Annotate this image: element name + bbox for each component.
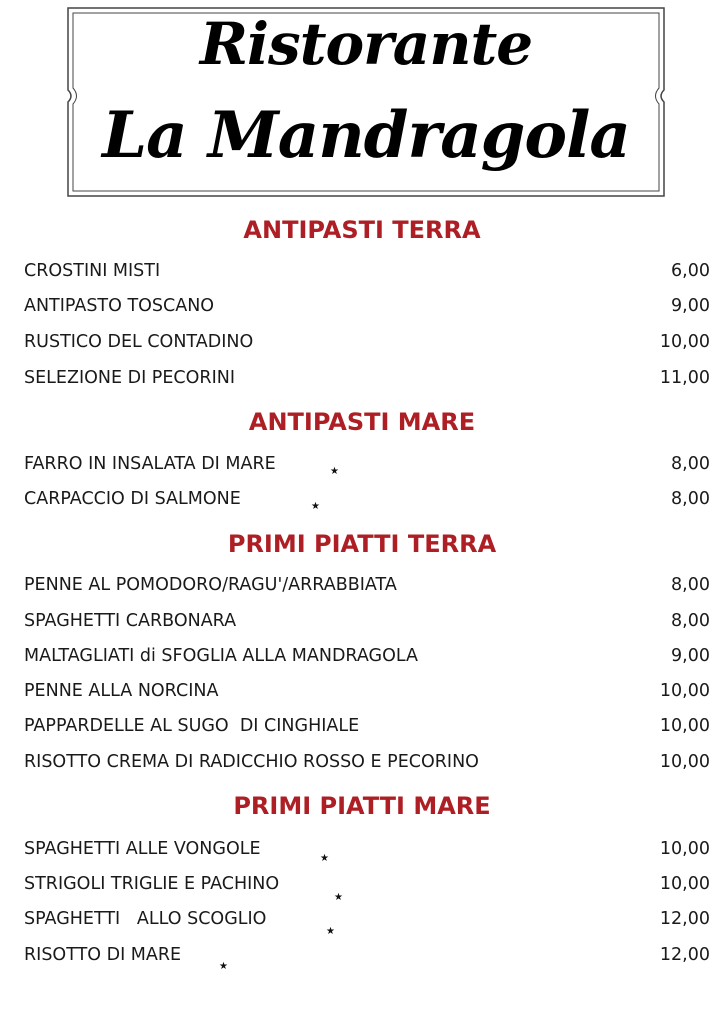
item-name: CROSTINI MISTI — [24, 261, 161, 281]
item-name: PAPPARDELLE AL SUGO DI CINGHIALE — [24, 716, 360, 736]
item-price: 9,00 — [671, 296, 710, 316]
item-name: PENNE ALLA NORCINA — [24, 681, 219, 701]
item-name: CARPACCIO DI SALMONE — [24, 489, 241, 509]
star-icon: ★ — [311, 501, 320, 512]
item-price: 12,00 — [659, 909, 710, 929]
star-icon: ★ — [334, 892, 343, 903]
section-title-antipasti-mare: ANTIPASTI MARE — [248, 408, 476, 436]
item-price: 10,00 — [659, 332, 710, 352]
star-icon: ★ — [326, 926, 335, 937]
star-icon: ★ — [320, 853, 329, 864]
item-price: 8,00 — [671, 575, 710, 595]
item-price: 12,00 — [659, 945, 710, 965]
item-name: MALTAGLIATI di SFOGLIA ALLA MANDRAGOLA — [24, 646, 419, 666]
item-name: SPAGHETTI CARBONARA — [24, 611, 237, 631]
menu-item — [24, 296, 710, 326]
item-name: RISOTTO CREMA DI RADICCHIO ROSSO E PECORINO — [24, 752, 479, 772]
item-price: 9,00 — [671, 646, 710, 666]
item-price: 10,00 — [659, 839, 710, 859]
item-price: 10,00 — [659, 752, 710, 772]
menu-item — [24, 368, 710, 398]
menu-item — [24, 752, 710, 782]
menu-item — [24, 332, 710, 362]
item-name: SELEZIONE DI PECORINI — [24, 368, 235, 388]
menu-item — [24, 261, 710, 291]
menu-item — [24, 716, 710, 746]
section-title-primi-piatti-mare: PRIMI PIATTI MARE — [233, 792, 491, 820]
menu-item — [24, 874, 710, 904]
item-price: 10,00 — [659, 716, 710, 736]
section-title-antipasti-terra: ANTIPASTI TERRA — [243, 216, 481, 244]
item-price: 8,00 — [671, 489, 710, 509]
item-price: 8,00 — [671, 454, 710, 474]
item-name: SPAGHETTI ALLO SCOGLIO — [24, 909, 267, 929]
header-frame — [62, 6, 670, 198]
item-name: STRIGOLI TRIGLIE E PACHINO — [24, 874, 280, 894]
star-icon: ★ — [330, 466, 339, 477]
menu-item — [24, 681, 710, 711]
item-name: FARRO IN INSALATA DI MARE — [24, 454, 276, 474]
menu-item — [24, 489, 710, 519]
item-name: SPAGHETTI ALLE VONGOLE — [24, 839, 261, 859]
item-price: 8,00 — [671, 611, 710, 631]
item-name: RUSTICO DEL CONTADINO — [24, 332, 254, 352]
menu-item — [24, 945, 710, 975]
menu-item — [24, 611, 710, 641]
menu-item — [24, 454, 710, 484]
item-name: PENNE AL POMODORO/RAGU'/ARRABBIATA — [24, 575, 397, 595]
restaurant-title-line2: La Mandragola — [102, 98, 630, 173]
restaurant-title-line1: Ristorante — [199, 10, 533, 78]
item-price: 10,00 — [659, 874, 710, 894]
item-price: 6,00 — [671, 261, 710, 281]
item-name: RISOTTO DI MARE — [24, 945, 182, 965]
star-icon: ★ — [219, 961, 228, 972]
menu-item — [24, 839, 710, 869]
menu-item — [24, 646, 710, 676]
menu-item — [24, 909, 710, 939]
item-name: ANTIPASTO TOSCANO — [24, 296, 215, 316]
item-price: 11,00 — [659, 368, 710, 388]
section-title-primi-piatti-terra: PRIMI PIATTI TERRA — [227, 530, 497, 558]
menu-item — [24, 575, 710, 605]
item-price: 10,00 — [659, 681, 710, 701]
